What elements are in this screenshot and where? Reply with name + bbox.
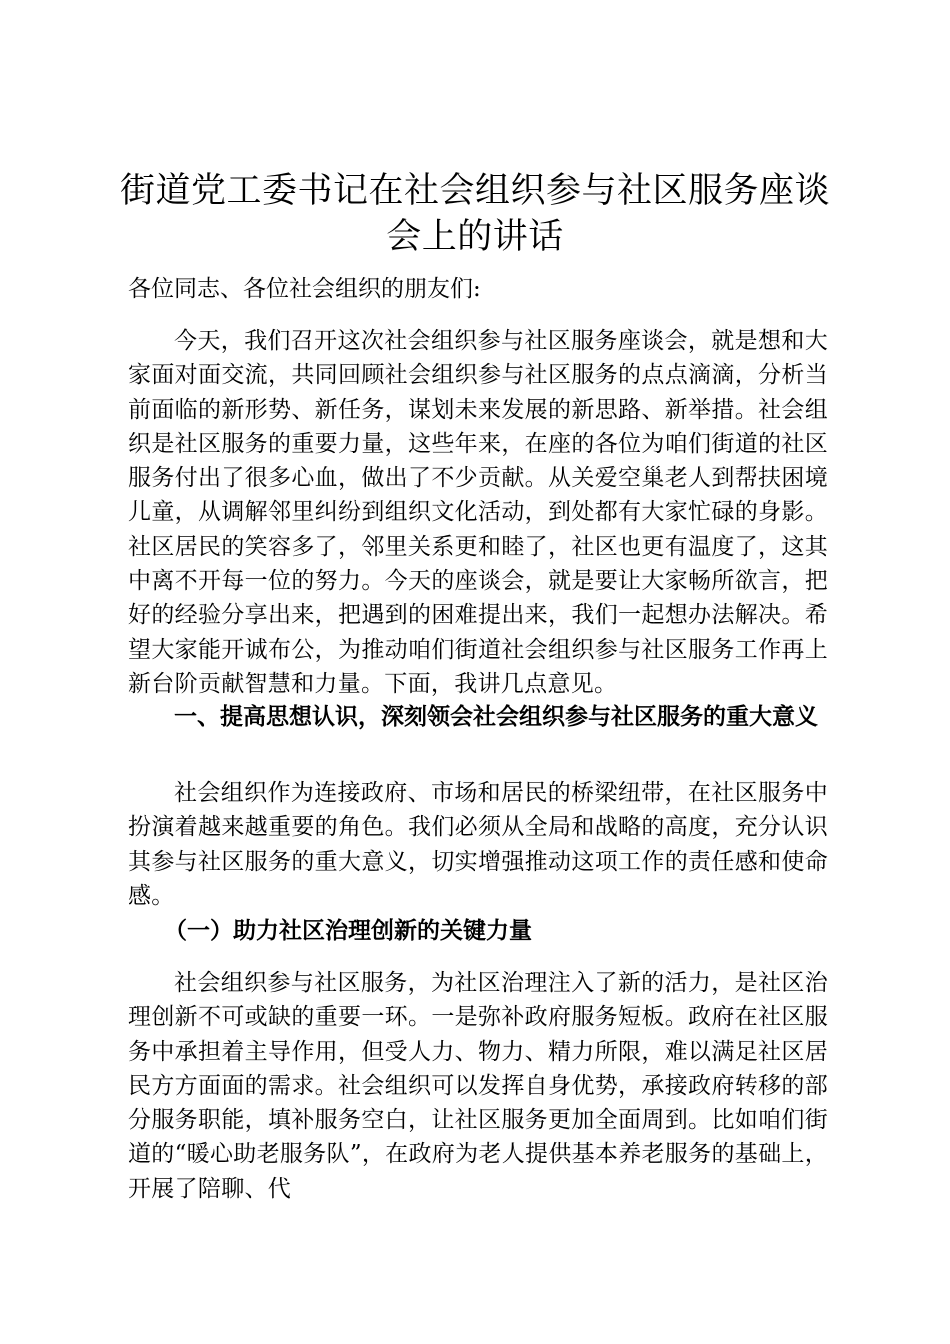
body-paragraph-section-1: 社会组织作为连接政府、市场和居民的桥梁纽带，在社区服务中扮演着越来越重要的角色。我们必须从全局和战略的高度，充分认识其参与社区服务的重大意义，切实增强推动这项工作的责任感和使命感。 <box>128 780 828 909</box>
section-heading-1: 一、提高思想认识，深刻领会社会组织参与社区服务的重大意义 <box>174 703 818 730</box>
body-paragraph-subsection-1-1: 社会组织参与社区服务，为社区治理注入了新的活力，是社区治理创新不可或缺的重要一环。一是弥补政府服务短板。政府在社区服务中承担着主导作用，但受人力、物力、精力所限，难以满足社区居民方方面面的需求。社会组织可以发挥自身优势，承接政府转移的部分服务职能，填补服务空白，让社区服务更加全面周到。比如咱们街道的“暖心助老服务队”，在政府为老人提供基本养老服务的基础上，开展了陪聊、代 <box>128 970 828 1202</box>
subsection-heading-1-1: （一）助力社区治理创新的关键力量 <box>164 917 532 944</box>
body-paragraph-opening: 今天，我们召开这次社会组织参与社区服务座谈会，就是想和大家面对面交流，共同回顾社会组织参与社区服务的点点滴滴，分析当前面临的新形势、新任务，谋划未来发展的新思路、新举措。社会组织是社区服务的重要力量，这些年来，在座的各位为咱们街道的社区服务付出了很多心血，做出了不少贡献。从关爱空巢老人到帮扶困境儿童，从调解邻里纠纷到组织文化活动，到处都有大家忙碌的身影。社区居民的笑容多了，邻里关系更和睦了，社区也更有温度了，这其中离不开每一位的努力。今天的座谈会，就是要让大家畅所欲言，把好的经验分享出来，把遇到的困难提出来，我们一起想办法解决。希望大家能开诚布公，为推动咱们街道社会组织参与社区服务工作再上新台阶贡献智慧和力量。下面，我讲几点意见。 <box>128 328 828 697</box>
salutation: 各位同志、各位社会组织的朋友们: <box>128 276 481 302</box>
document-title: 街道党工委书记在社会组织参与社区服务座谈会上的讲话 <box>120 171 831 257</box>
